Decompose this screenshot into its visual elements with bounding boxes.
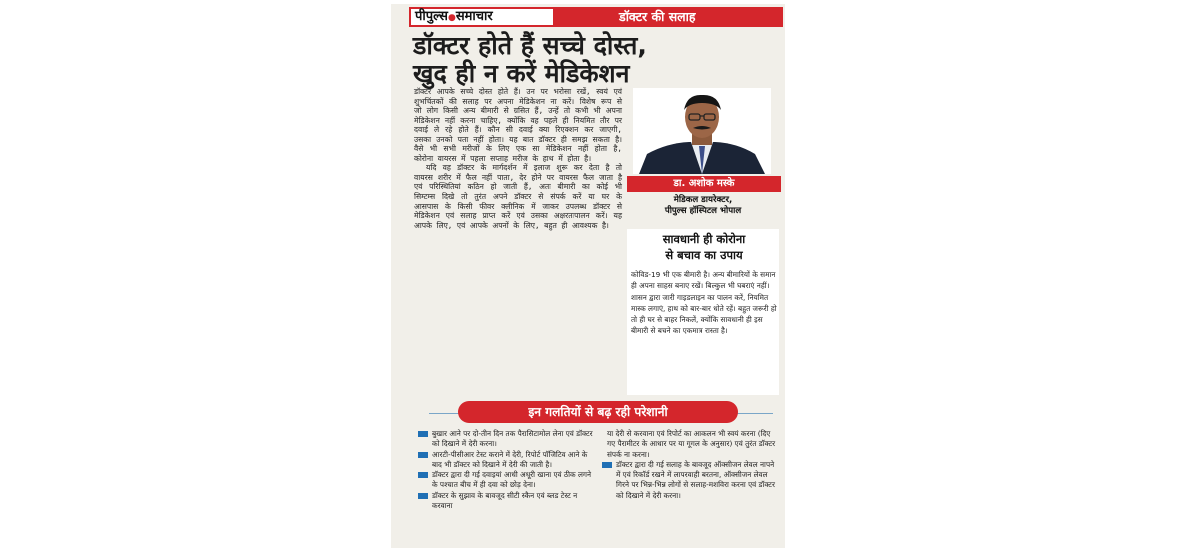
- mistakes-banner: इन गलतियों से बढ़ रही परेशानी: [458, 401, 738, 423]
- author-photo: [633, 88, 771, 174]
- mistake-text: डॉक्टर द्वारा दी गई सलाह के बावजूद ऑक्सीजन लेवल नापने में एवं रिकॉर्ड रखने में लापरवाही बरतना, ऑक्सीजन लेवल गिरने पर भिन्न-भिन्न लोगों से सलाह-मशविरा करना एवं डॉक्टर को दिखाने में देरी करना।: [616, 459, 775, 500]
- bullet-icon: [602, 462, 612, 468]
- article-paragraph-1: डॉक्टर आपके सच्चे दोस्त होते हैं। उन पर भरोसा रखें, स्वयं एवं शुभचिंतकों की सलाह पर अपना मेडिकेशन ना करें। विशेष रूप से जो लोग किसी अन्य बीमारी से ग्रसित हैं, उन्हें तो कभी भी अपना मेडिकेशन नहीं करना चाहिए, क्योंकि वह पहले ही नियमित तौर पर दवाई ले रहे होते हैं। कौन सी दवाई क्या रिएक्शन कर जाएगी, उसका उनको पता नहीं होता। यह बात डॉक्टर ही समझ सकता है। वैसे भी सभी मरीजों के लिए एक सा मेडिकेशन नहीं होता है, कोरोना वायरस में पहला सप्ताह मरीज के हाथ में होता है।: [414, 87, 622, 163]
- tip-title: [631, 231, 777, 263]
- mistake-item: [599, 460, 779, 501]
- mistake-item: [415, 429, 595, 450]
- brand-suffix: समाचार: [455, 9, 493, 24]
- tip-title-line-2: से बचाव का उपाय: [665, 248, 743, 262]
- tip-box: [627, 229, 779, 395]
- bullet-icon: [418, 431, 428, 437]
- tip-text: कोविड-19 भी एक बीमारी है। अन्य बीमारियों के समान ही अपना साहस बनाए रखें। बिल्कुल भी घबराएं नहीं। शासन द्वारा जारी गाइडलाइन का पालन करें, नियमित मास्क लगाएं, हाथ को बार-बार धोते रहें। बहुत जरूरी हो तो ही घर से बाहर निकलें, क्योंकि सावधानी ही इस बीमारी से बचने का एकमात्र रास्ता है।: [631, 270, 777, 336]
- mistakes-list-left: [415, 429, 595, 511]
- logo-dot-icon: ●: [447, 13, 456, 23]
- author-role: [627, 195, 779, 217]
- author-role-line-1: मेडिकल डायरेक्टर,: [673, 195, 733, 205]
- column-label: डॉक्टर की सलाह: [619, 9, 696, 24]
- mistake-item: [415, 470, 595, 491]
- bullet-icon: [418, 493, 428, 499]
- tip-title-line-1: सावधानी ही कोरोना: [662, 232, 746, 246]
- article-headline: [413, 32, 783, 88]
- brand-name: पीपुल्स: [415, 9, 448, 24]
- headline-line-1: डॉक्टर होते हैं सच्चे दोस्त,: [413, 31, 647, 60]
- mistake-item: [415, 491, 595, 512]
- mistake-text: आरटी-पीसीआर टेस्ट कराने में देरी, रिपोर्ट पॉजिटिव आने के बाद भी डॉक्टर को दिखाने में देरी की जाती है।: [432, 449, 588, 469]
- author-role-line-2: पीपुल्स हॉस्पिटल भोपाल: [664, 206, 742, 216]
- article-body: [414, 87, 622, 230]
- author-portrait-icon: [633, 88, 771, 174]
- mistakes-list-right: [599, 429, 779, 501]
- mistake-text: या देरी से करवाना एवं रिपोर्ट का आकलन भी स्वयं करना (दिए गए पैरामीटर के आधार पर या गूगल के अनुसार) एवं तुरंत डॉक्टर संपर्क ना करना।: [607, 429, 776, 459]
- article-paragraph-2: यदि वह डॉक्टर के मार्गदर्शन में इलाज शुरू कर देता है तो वायरस शरीर में फैल नहीं पाता, देर होने पर वायरस फैल जाता है एवं परिस्थितियां कठिन हो जाती हैं, अतः बीमारी का कोई भी सिम्टम्स दिखे तो तुरंत अपने डॉक्टर से संपर्क करें या घर के आसपास के किसी फीवर क्लीनिक में जाकर उपलब्ध डॉक्टर से मेडिकेशन एवं सलाह प्राप्त करें एवं उसका अक्षरतःपालन करें। यह आपके लिए, एवं आपके अपनों के लिए, बहुत ही आवश्यक है।: [414, 163, 622, 230]
- newspaper-clipping: [391, 4, 785, 548]
- masthead-bar: [409, 7, 783, 27]
- headline-line-2: खुद ही न करें मेडिकेशन: [413, 59, 630, 88]
- mistake-text: बुखार आने पर दो-तीन दिन तक पैरासिटामोल लेना एवं डॉक्टर को दिखाने में देरी करना।: [432, 429, 593, 449]
- mistake-item: [415, 450, 595, 471]
- author-name: डा. अशोक मस्के: [627, 176, 781, 192]
- newspaper-logo: [409, 7, 555, 27]
- mistake-text: डॉक्टर द्वारा दी गई दवाइयां आधी अधूरी खाना एवं ठीक लगने के पश्चात बीच में ही दवा को छोड़ देना।: [432, 470, 592, 490]
- bullet-icon: [418, 472, 428, 478]
- mistake-text: डॉक्टर के सुझाव के बावजूद सीटी स्कैन एवं ब्लड टेस्ट न करवाना: [432, 490, 578, 511]
- mistake-item-continued: [599, 429, 779, 460]
- bullet-icon: [418, 452, 428, 458]
